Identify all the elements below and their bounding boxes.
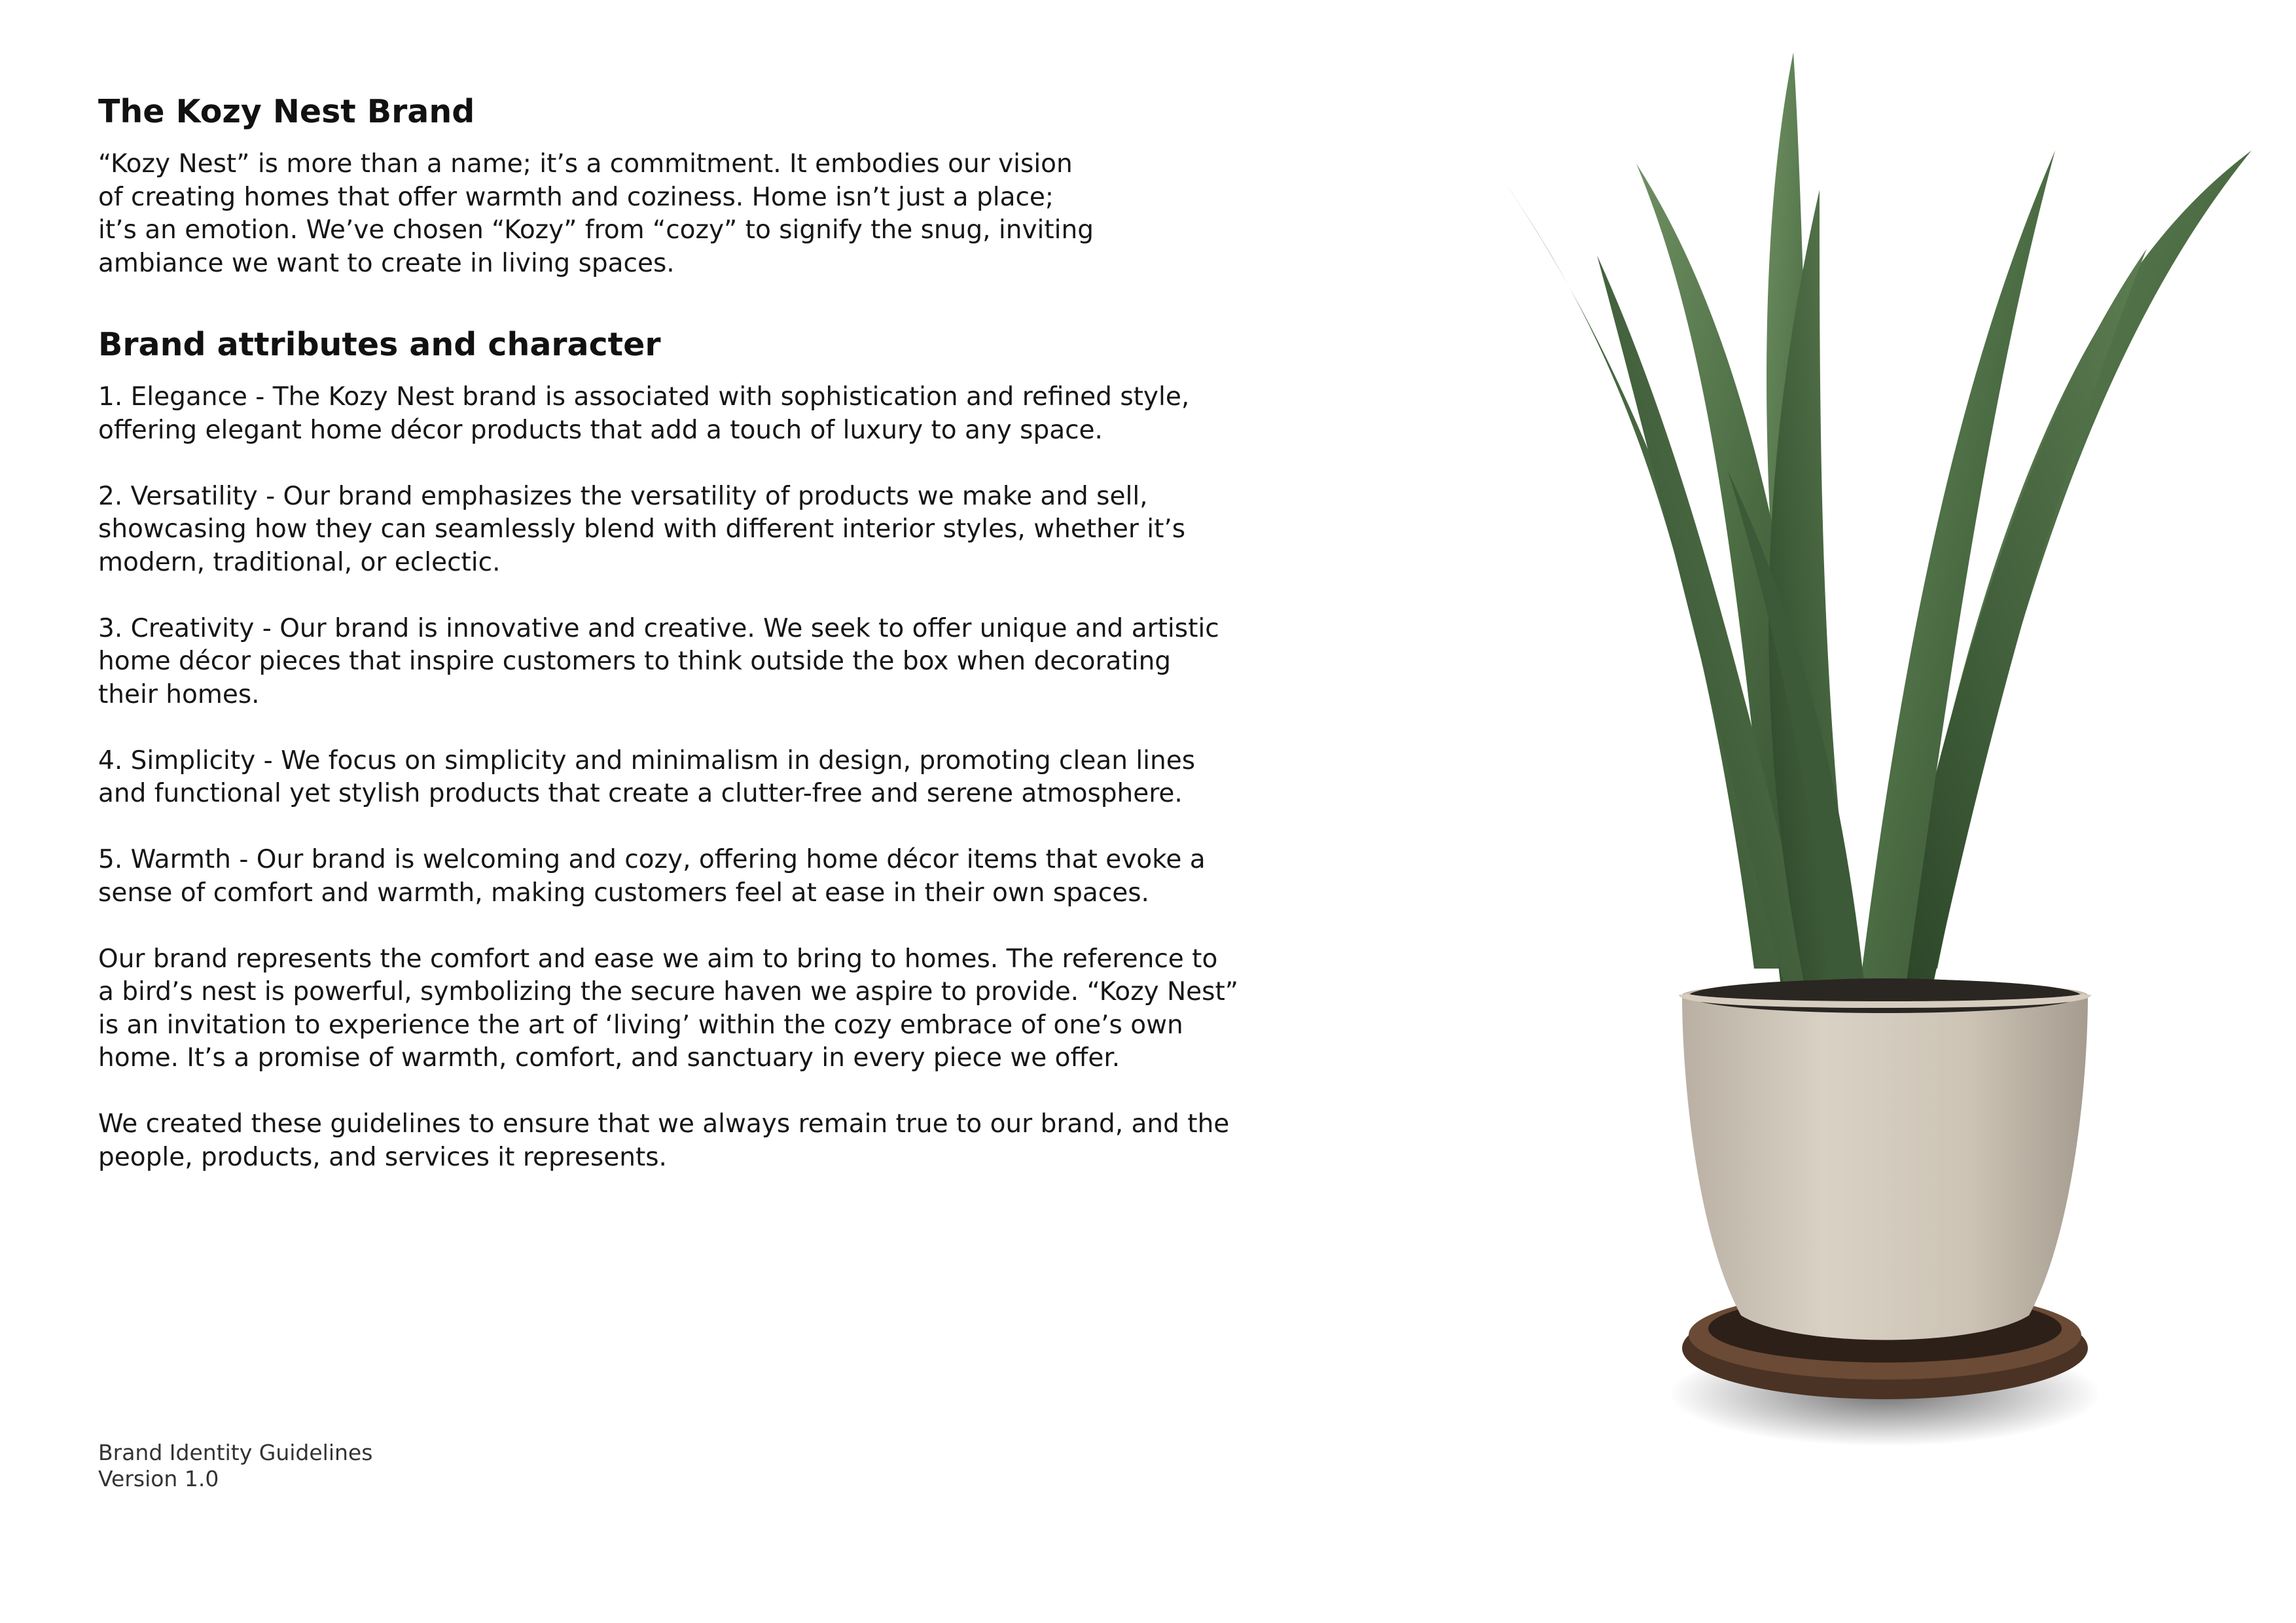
intro-paragraph: “Kozy Nest” is more than a name; it’s a commitment. It embodies our vision of creating homes that offer warmth and coziness. Home isn’t just a place; it’s an emotion. We’ve chosen “Kozy” from “cozy” to signify the snug, inviting ambiance we want to create in living spaces.: [98, 149, 1094, 278]
footer: [98, 1440, 372, 1492]
attribute-item-elegance: 1. Elegance - The Kozy Nest brand is associated with sophistication and refined style, offering elegant home décor products that add a touch of luxury to any space.: [98, 382, 1190, 445]
footer-document-title: Brand Identity Guidelines: [98, 1440, 373, 1465]
page-title: The Kozy Nest Brand: [98, 93, 475, 130]
attribute-item-creativity: 3. Creativity - Our brand is innovative and creative. We seek to offer unique and artistic home décor pieces that inspire customers to think outside the box when decorating their homes.: [98, 613, 1219, 709]
attribute-list: [98, 381, 1250, 910]
footer-version: Version 1.0: [98, 1466, 219, 1491]
text-column: [98, 88, 1250, 1207]
brand-summary-paragraph: Our brand represents the comfort and ease we aim to bring to homes. The reference to a bird’s nest is powerful, symbolizing the secure haven we aspire to provide. “Kozy Nest” is an invitation to experience the art of ‘living’ within the cozy embrace of one’s own home. It’s a promise of warmth, comfort, and sanctuary in every piece we offer.: [98, 944, 1238, 1073]
snake-plant-in-pot-image: [1388, 52, 2251, 1518]
attribute-item-versatility: 2. Versatility - Our brand emphasizes the versatility of products we make and sell, showcasing how they can seamlessly blend with different interior styles, whether it’s modern, traditional, or eclectic.: [98, 481, 1186, 577]
attribute-item-simplicity: 4. Simplicity - We focus on simplicity and minimalism in design, promoting clean lines and functional yet stylish products that create a clutter-free and serene atmosphere.: [98, 745, 1196, 808]
guidelines-purpose-paragraph: We created these guidelines to ensure that we always remain true to our brand, and the people, products, and services it represents.: [98, 1109, 1230, 1172]
attribute-item-warmth: 5. Warmth - Our brand is welcoming and cozy, offering home décor items that evoke a sense of comfort and warmth, making customers feel at ease in their own spaces.: [98, 845, 1206, 908]
section-heading-attributes: Brand attributes and character: [98, 326, 661, 363]
